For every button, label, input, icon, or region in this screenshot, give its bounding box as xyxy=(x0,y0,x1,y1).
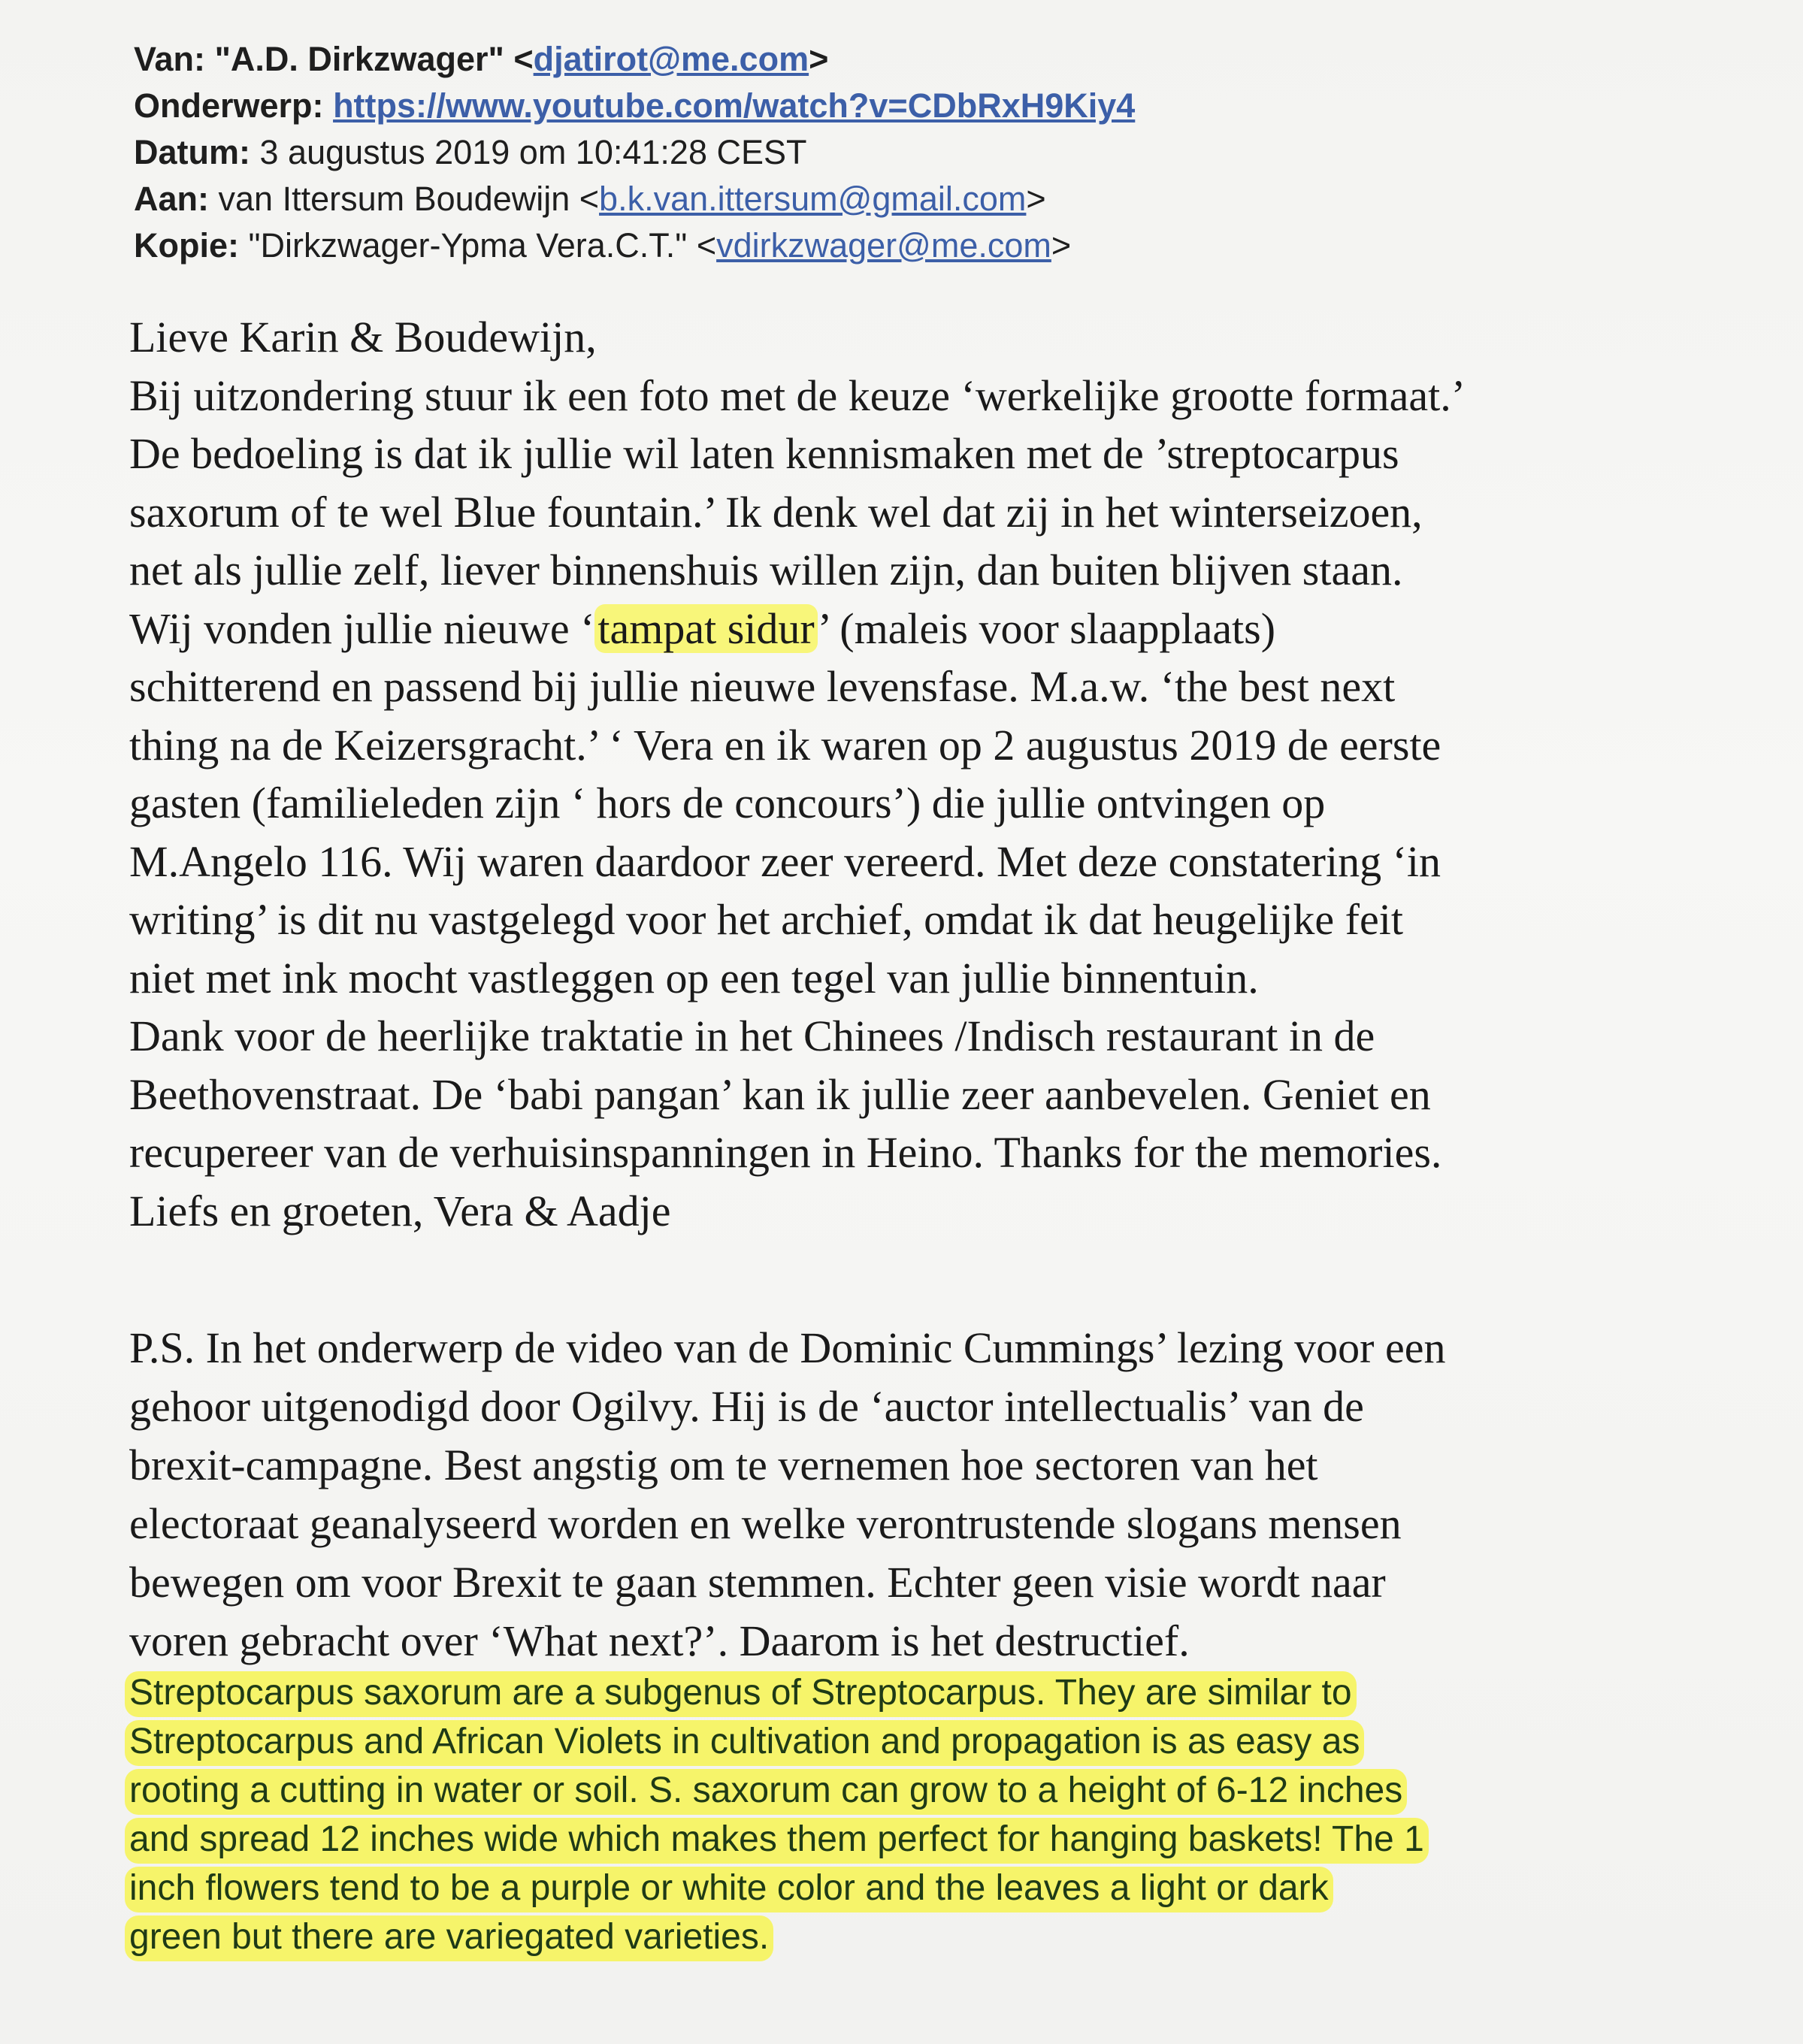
letter-line: Beethovenstraat. De ‘babi pangan’ kan ik jullie zeer aanbevelen. Geniet en xyxy=(129,1069,1431,1119)
postscript xyxy=(129,1319,1738,1671)
subject-row xyxy=(134,83,1712,129)
from-row xyxy=(134,36,1712,83)
to-row xyxy=(134,176,1712,222)
cc-email-link[interactable]: vdirkzwager@me.com xyxy=(716,226,1051,265)
quote-line xyxy=(125,1668,1763,1717)
quote-line xyxy=(125,1815,1763,1864)
ps-line: gehoor uitgenodigd door Ogilvy. Hij is de ‘auctor intellectualis’ van de xyxy=(129,1382,1364,1431)
quote-line xyxy=(125,1717,1763,1766)
from-bracket-close: > xyxy=(809,40,829,78)
letter-signoff: Liefs en groeten, Vera & Aadje xyxy=(129,1186,671,1235)
highlighted-phrase: tampat sidur xyxy=(594,604,817,653)
ps-line: brexit-campagne. Best angstig om te vernemen hoe sectoren van het xyxy=(129,1441,1318,1489)
letter-line: saxorum of te wel Blue fountain.’ Ik denk wel dat zij in het winterseizoen, xyxy=(129,487,1423,537)
from-label: Van: xyxy=(134,40,206,78)
letter-line: M.Angelo 116. Wij waren daardoor zeer vereerd. Met deze constatering ‘in xyxy=(129,836,1441,886)
letter-line: Dank voor de heerlijke traktatie in het Chinees /Indisch restaurant in de xyxy=(129,1011,1375,1060)
letter-line: writing’ is dit nu vastgelegd voor het archief, omdat ik dat heugelijke feit xyxy=(129,895,1403,944)
letter-line: net als jullie zelf, liever binnenshuis willen zijn, dan buiten blijven staan. xyxy=(129,546,1403,594)
to-email-link[interactable]: b.k.van.ittersum@gmail.com xyxy=(599,180,1027,218)
letter-line: Bij uitzondering stuur ik een foto met de keuze ‘werkelijke grootte formaat.’ xyxy=(129,370,1466,420)
letter-line: schitterend en passend bij jullie nieuwe levensfase. M.a.w. ‘the best next xyxy=(129,662,1396,711)
to-bracket-open: < xyxy=(579,180,600,218)
quote-line-text: Streptocarpus saxorum are a subgenus of Streptocarpus. They are similar to xyxy=(125,1671,1357,1717)
letter-line: thing na de Keizersgracht.’ ‘ Vera en ik waren op 2 augustus 2019 de eerste xyxy=(129,720,1441,770)
letter-line: Lieve Karin & Boudewijn, xyxy=(129,313,597,361)
date-row xyxy=(134,129,1712,176)
to-name: van Ittersum Boudewijn xyxy=(218,180,570,218)
from-bracket-open: < xyxy=(513,40,534,78)
quote-line-text: inch flowers tend to be a purple or white color and the leaves a light or dark xyxy=(125,1867,1333,1912)
from-email-link[interactable]: djatirot@me.com xyxy=(533,40,809,78)
cc-bracket-open: < xyxy=(696,226,717,265)
letter-line: gasten (familieleden zijn ‘ hors de concours’) die jullie ontvingen op xyxy=(129,779,1326,827)
letter-line-highlighted xyxy=(129,600,1738,658)
quote-line-text: Streptocarpus and African Violets in cultivation and propagation is as easy as xyxy=(125,1720,1364,1766)
quote-line xyxy=(125,1912,1763,1961)
letter-line: recupereer van de verhuisinspanningen in Heino. Thanks for the memories. xyxy=(129,1128,1442,1177)
ps-line: bewegen om voor Brexit te gaan stemmen. Echter geen visie wordt naar xyxy=(129,1558,1386,1607)
cc-name: "Dirkzwager-Ypma Vera.C.T." xyxy=(248,226,688,265)
cc-label: Kopie: xyxy=(134,226,239,265)
letter-line-part: ’ (maleis voor slaapplaats) xyxy=(817,603,1276,653)
letter-line: De bedoeling is dat ik jullie wil laten kennismaken met de ’streptocarpus xyxy=(129,429,1399,478)
cc-row xyxy=(134,222,1712,269)
ps-line: P.S. In het onderwerp de video van de Dominic Cummings’ lezing voor een xyxy=(129,1323,1446,1372)
to-label: Aan: xyxy=(134,180,209,218)
email-header xyxy=(134,36,1712,269)
subject-link[interactable]: https://www.youtube.com/watch?v=CDbRxH9Kiy4 xyxy=(333,86,1136,125)
quote-line-text: and spread 12 inches wide which makes them perfect for hanging baskets! The 1 xyxy=(125,1818,1429,1864)
ps-line: voren gebracht over ‘What next?’. Daarom is het destructief. xyxy=(129,1616,1190,1665)
to-bracket-close: > xyxy=(1026,180,1046,218)
letter-line-part: Wij vonden jullie nieuwe ‘ xyxy=(129,603,595,653)
date-label: Datum: xyxy=(134,133,250,171)
cc-bracket-close: > xyxy=(1051,226,1072,265)
date-value: 3 augustus 2019 om 10:41:28 CEST xyxy=(259,133,807,171)
quote-line xyxy=(125,1766,1763,1815)
quote-line-text: green but there are variegated varieties. xyxy=(125,1915,773,1961)
quote-line xyxy=(125,1864,1763,1912)
letter-line: niet met ink mocht vastleggen op een tegel van jullie binnentuin. xyxy=(129,953,1259,1002)
quote-line-text: rooting a cutting in water or soil. S. saxorum can grow to a height of 6-12 inches xyxy=(125,1769,1407,1815)
highlighted-quote xyxy=(125,1668,1763,1961)
letter-body xyxy=(129,308,1738,1240)
subject-label: Onderwerp: xyxy=(134,86,324,125)
from-name: "A.D. Dirkzwager" xyxy=(214,40,504,78)
ps-line: electoraat geanalyseerd worden en welke verontrustende slogans mensen xyxy=(129,1499,1402,1548)
